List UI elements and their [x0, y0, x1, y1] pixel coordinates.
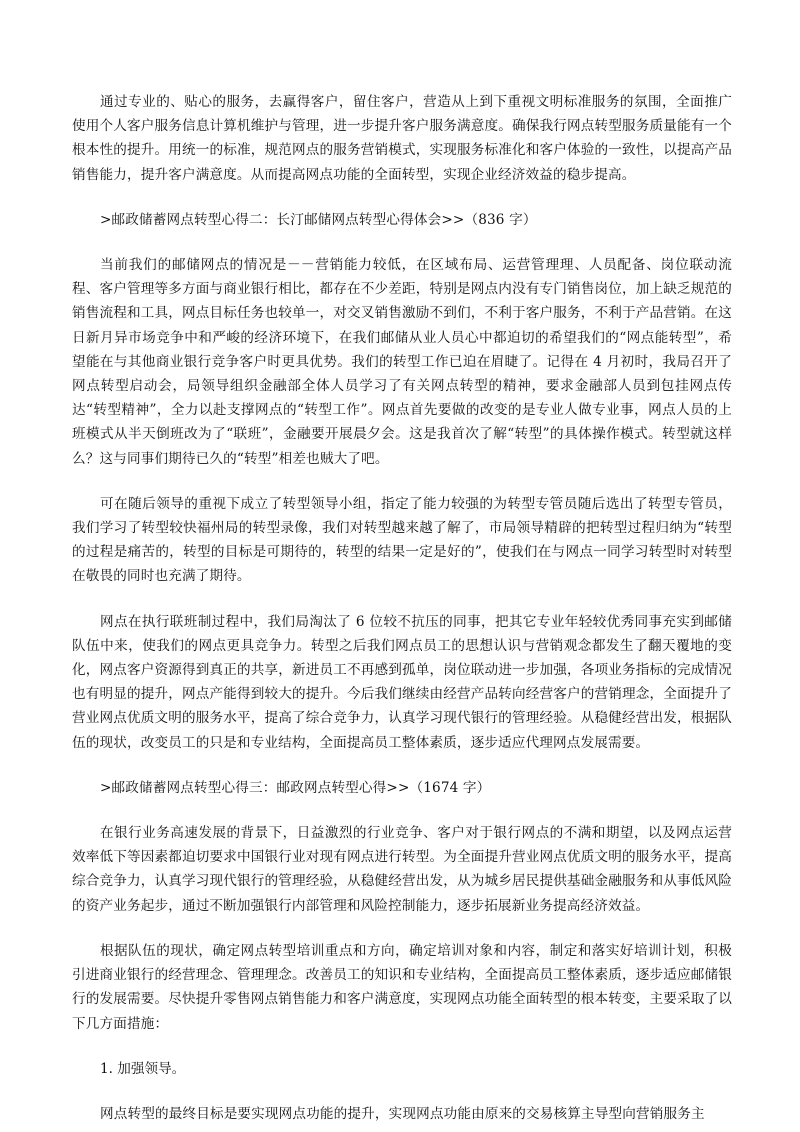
section-heading-two: >邮政储蓄网点转型心得二：长汀邮储网点转型心得体会>>（836 字）	[100, 211, 537, 228]
paragraph-final-goal: 网点转型的最终目标是要实现网点功能的提升，实现网点功能由原来的交易核算主导型向营销服务主	[100, 1105, 705, 1122]
paragraph-leadership-group: 可在随后领导的重视下成立了转型领导小组，指定了能力较强的为转型专管员随后选出了转型专管员，我们学习了转型较快福州局的转型录像，我们对转型越来越了解了，市局领导精辟的把转型过程归纳为“转型的过程是痛苦的，转型的目标是可期待的，转型的结果一定是好的”，使我们在与网点一同学习转型时对转型在敬畏的同时也充满了期待。	[72, 495, 732, 585]
document-page	[72, 90, 732, 1126]
section-heading-three: >邮政储蓄网点转型心得三：邮政网点转型心得>>（1674 字）	[100, 779, 491, 796]
list-item-strengthen-leadership: 1. 加强领导。	[100, 1060, 186, 1077]
paragraph-service-intro: 通过专业的、贴心的服务，去赢得客户，留住客户，营造从上到下重视文明标准服务的氛围，全面推广使用个人客户服务信息计算机维护与管理，进一步提升客户服务满意度。确保我行网点转型服务质量能有一个根本性的提升。用统一的标准，规范网点的服务营销模式，实现服务标准化和客户体验的一致性，以提高产品销售能力，提升客户满意度。从而提高网点功能的全面转型，实现企业经济效益的稳步提高。	[72, 94, 732, 183]
paragraph-training-plan: 根据队伍的现状，确定网点转型培训重点和方向，确定培训对象和内容，制定和落实好培训计划，积极引进商业银行的经营理念、管理理念。改善员工的知识和专业结构，全面提高员工整体素质，逐步适应邮储银行的发展需要。尽快提升零售网点销售能力和客户满意度，实现网点功能全面转型的根本转变，主要采取了以下几方面措施：	[72, 942, 732, 1032]
paragraph-shift-system: 网点在执行联班制过程中，我们局淘汰了 6 位较不抗压的同事，把其它专业年轻较优秀同事充实到邮储队伍中来，使我们的网点更具竞争力。转型之后我们网点员工的思想认识与营销观念都发生了翻天覆地的变化，网点客户资源得到真正的共享，新进员工不再感到孤单，岗位联动进一步加强，各项业务指标的完成情况也有明显的提升，网点产能得到较大的提升。今后我们继续由经营产品转向经营客户的营销理念，全面提升了营业网点优质文明的服务水平，提高了综合竞争力，认真学习现代银行的管理经验。从稳健经营出发，根据队伍的现状，改变员工的只是和专业结构，全面提高员工整体素质，逐步适应代理网点发展需要。	[72, 613, 732, 751]
paragraph-banking-background: 在银行业务高速发展的背景下，日益激烈的行业竞争、客户对于银行网点的不满和期望，以及网点运营效率低下等因素都迫切要求中国银行业对现有网点进行转型。为全面提升营业网点优质文明的服务水平，提高综合竞争力，认真学习现代银行的管理经验，从稳健经营出发，从为城乡居民提供基础金融服务和从事低风险的资产业务起步，通过不断加强银行内部管理和风险控制能力，逐步拓展新业务提高经济效益。	[72, 825, 732, 914]
paragraph-current-situation: 当前我们的邮储网点的情况是－－营销能力较低，在区域布局、运营管理理、人员配备、岗位联动流程、客户管理等多方面与商业银行相比，都存在不少差距，特别是网点内没有专门销售岗位，加上缺乏规范的销售流程和工具，网点目标任务也较单一，对交叉销售激励不到们，不利于客户服务，不利于产品营销。在这日新月异市场竞争中和严峻的经济环境下，在我们邮储从业人员心中都迫切的希望我们的“网点能转型”，希望能在与其他商业银行竞争客户时更具优势。我们的转型工作已迫在眉睫了。记得在 4 月初时，我局召开了网点转型启动会，局领导组织金融部全体人员学习了有关网点转型的精神，要求金融部人员到包挂网点传达“转型精神”，全力以赴支撑网点的“转型工作”。网点首先要做的改变的是专业人做专业事，网点人员的上班模式从半天倒班改为了“联班”，金融要开展晨夕会。这是我首次了解“转型”的具体操作模式。转型就这样么？这与同事们期待已久的“转型”相差也贼大了吧。	[72, 257, 732, 467]
